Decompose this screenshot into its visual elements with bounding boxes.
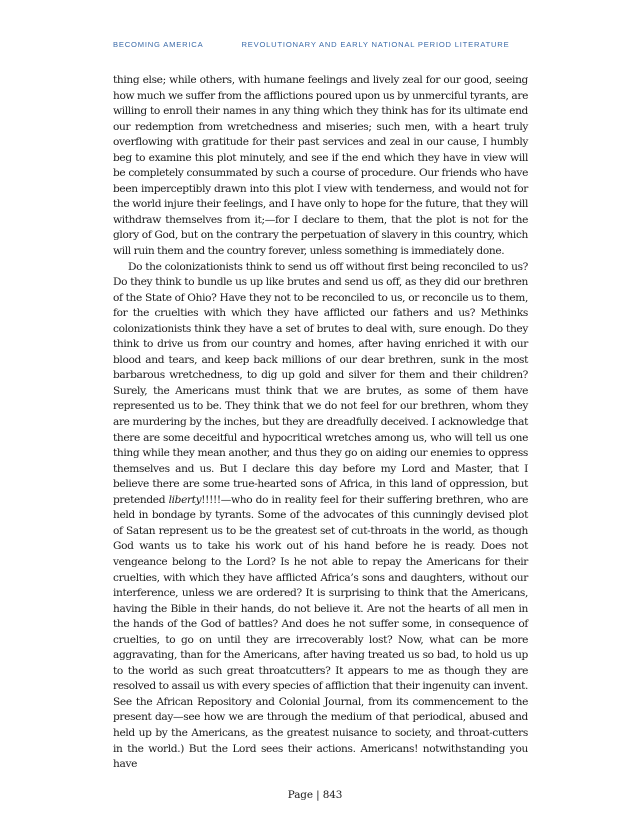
paragraph-1: thing else; while others, with humane feelings and lively zeal for our good, seeing how much we suffer from the afflictions poured upon us by unmerciful tyrants, are willing to enroll their names in any thing which they think has for its ultimate end our redemption from wretchedness and miseries; such men, with a heart truly overflowing with gratitude for their past services and zeal in our cause, I humbly beg to examine this plot minutely, and see if the end which they have in view will be completely consummated by such a course of procedure. Our friends who have been imperceptibly drawn into this plot I view with tenderness, and would not for the world injure their feelings, and I have only to hope for the future, that they will withdraw themselves from it;—for I declare to them, that the plot is not for the glory of God, but on the contrary the perpetuation of slavery in this country, which will ruin them and the country forever, unless something is immediately done. <box>113 74 528 258</box>
paragraph-2 <box>113 260 528 773</box>
body-text <box>113 73 528 773</box>
emphasized-word: liberty <box>168 493 202 506</box>
running-header <box>113 40 528 49</box>
paragraph-2-part-1: Do the colonizationists think to send us off without first being reconciled to us? Do they think to bundle us up like brutes and send us off, as they did our brethren of the State of Ohio? Have they not to be reconciled to us, or reconcile us to them, for the cruelties with which they have afflicted our fathers and us? Methinks colonizationists think they have a set of brutes to deal with, sure enough. Do they think to drive us from our country and homes, after having enriched it with our blood and tears, and keep back millions of our dear brethren, sunk in the most barbarous wretchedness, to dig up gold and silver for them and their children? Surely, the Americans must think that we are brutes, as some of them have represented us to be. They think that we do not feel for our brethren, whom they are murdering by the inches, but they are dreadfully deceived. I acknowledge that there are some deceitful and hypocritical wretches among us, who will tell us one thing while they mean another, and thus they go on aiding our enemies to oppress themselves and us. But I declare this day before my Lord and Master, that I believe there are some true-hearted sons of Africa, in this land of oppression, but pretended <box>113 260 528 506</box>
section-title: REVOLUTIONARY AND EARLY NATIONAL PERIOD LITERATURE <box>241 40 510 49</box>
page-number: Page | 843 <box>287 789 343 801</box>
paragraph-2-part-2: !!!!!—who do in reality feel for their suffering brethren, who are held in bondage by tyrants. Some of the advocates of this cunningly devised plot of Satan represent us to be the greatest set of cut-throats in the world, as though God wants us to take his work out of his hand before he is ready. Does not vengeance belong to the Lord? Is he not able to repay the Americans for their cruelties, with which they have afflicted Africa’s sons and daughters, without our interference, unless we are ordered? It is surprising to think that the Americans, having the Bible in their hands, do not believe it. Are not the hearts of all men in the hands of the God of battles? And does he not suffer some, in consequence of cruelties, to go on until they are irrecoverably lost? Now, what can be more aggravating, than for the Americans, after having treated us so bad, to hold us up to the world as such great throatcutters? It appears to me as though they are resolved to assail us with every species of affliction that their ingenuity can invent. See the African Repository and Colonial Journal, from its commencement to the present day—see how we are through the medium of that periodical, abused and held up by the Americans, as the greatest nuisance to society, and throat-cutters in the world.) But the Lord sees their actions. Americans! notwithstanding you have <box>113 493 528 771</box>
book-title: BECOMING AMERICA <box>113 40 204 49</box>
